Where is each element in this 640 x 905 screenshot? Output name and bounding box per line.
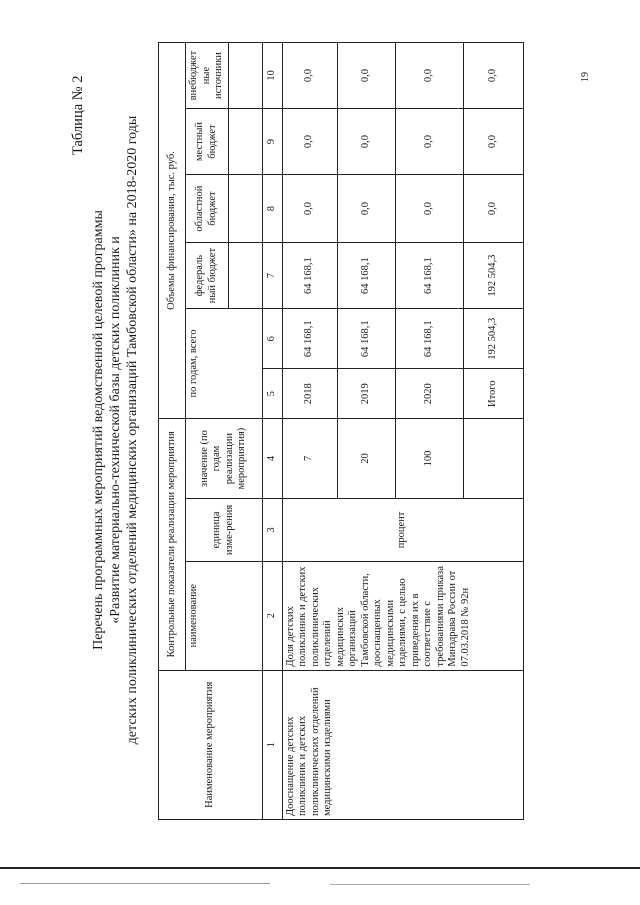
local-cell: 0,0 xyxy=(282,109,337,175)
total-cell: 64 168,1 xyxy=(395,309,463,369)
extra-cell: 0,0 xyxy=(282,43,337,109)
column-number: 7 xyxy=(262,243,282,309)
column-number: 8 xyxy=(262,175,282,243)
local-cell: 0,0 xyxy=(463,109,523,175)
total-cell: 192 504,3 xyxy=(463,309,523,369)
column-number: 5 xyxy=(262,369,282,418)
regional-cell: 0,0 xyxy=(463,175,523,243)
header-event-name: Наименование мероприятия xyxy=(159,670,263,819)
value-cell: 7 xyxy=(282,418,337,498)
column-number: 4 xyxy=(262,418,282,498)
extra-cell: 0,0 xyxy=(463,43,523,109)
local-cell: 0,0 xyxy=(337,109,395,175)
scan-edge-line xyxy=(20,883,270,884)
table-row xyxy=(282,43,337,820)
regional-cell: 0,0 xyxy=(395,175,463,243)
header-federal: федераль ный бюджет xyxy=(186,243,229,309)
column-number: 9 xyxy=(262,109,282,175)
extra-cell: 0,0 xyxy=(337,43,395,109)
scan-edge-line xyxy=(330,884,530,885)
regional-cell: 0,0 xyxy=(282,175,337,243)
year-cell: 2018 xyxy=(282,369,337,418)
title-line-3: детских поликлинических отделений медицинских организаций Тамбовской области» на 2018-2020 годы xyxy=(125,115,140,745)
total-cell: 64 168,1 xyxy=(337,309,395,369)
header-local: местный бюджет xyxy=(186,109,229,175)
column-number: 6 xyxy=(262,309,282,369)
page-number: 19 xyxy=(580,72,591,82)
federal-cell: 64 168,1 xyxy=(395,243,463,309)
document-title xyxy=(90,30,141,830)
extra-cell: 0,0 xyxy=(395,43,463,109)
header-by-years-total: по годам, всего xyxy=(186,309,263,419)
header-unit: единица изме-рения xyxy=(186,499,263,562)
federal-cell: 64 168,1 xyxy=(337,243,395,309)
year-cell: 2019 xyxy=(337,369,395,418)
regional-cell: 0,0 xyxy=(337,175,395,243)
title-line-2: «Развитие материально-технической базы детских поликлиник и xyxy=(108,236,123,624)
total-cell: 64 168,1 xyxy=(282,309,337,369)
column-number: 3 xyxy=(262,499,282,562)
federal-cell: 64 168,1 xyxy=(282,243,337,309)
scan-edge-line xyxy=(0,867,640,869)
header-funding: Объемы финансирования, тыс. руб. xyxy=(159,43,186,419)
total-label-cell: Итого xyxy=(463,369,523,418)
column-number: 10 xyxy=(262,43,282,109)
federal-cell: 192 504,3 xyxy=(463,243,523,309)
column-numbers-row xyxy=(262,43,282,820)
indicator-cell: Доля детских поликлиник и детских поликлинических отделений медицинских организаций Тамбовской области, дооснащенных медицинскими изделиями, с целью приведения их в соответствие с требованиями приказа Минздрава России от 07.03.2018 № 92н xyxy=(282,561,523,670)
event-name-cell: Дооснащение детских поликлиник и детских поликлинических отделений медицинскими изделиями xyxy=(282,670,523,819)
column-number: 2 xyxy=(262,561,282,670)
local-cell: 0,0 xyxy=(395,109,463,175)
header-indicator-name: наименование xyxy=(186,561,263,670)
value-cell: 20 xyxy=(337,418,395,498)
header-value: значение (по годам реализации мероприятия) xyxy=(186,418,263,498)
column-number: 1 xyxy=(262,670,282,819)
title-line-1: Перечень программных мероприятий ведомственной целевой программы xyxy=(91,210,106,650)
header-extra: внебюджет ные источники xyxy=(186,43,229,109)
table-caption: Таблица № 2 xyxy=(70,75,86,155)
unit-cell: процент xyxy=(282,499,523,562)
value-cell: 100 xyxy=(395,418,463,498)
year-cell: 2020 xyxy=(395,369,463,418)
header-control-indicators: Контрольные показатели реализации мероприятия xyxy=(159,418,186,670)
programme-table xyxy=(158,42,524,820)
header-regional: областной бюджет xyxy=(186,175,229,243)
